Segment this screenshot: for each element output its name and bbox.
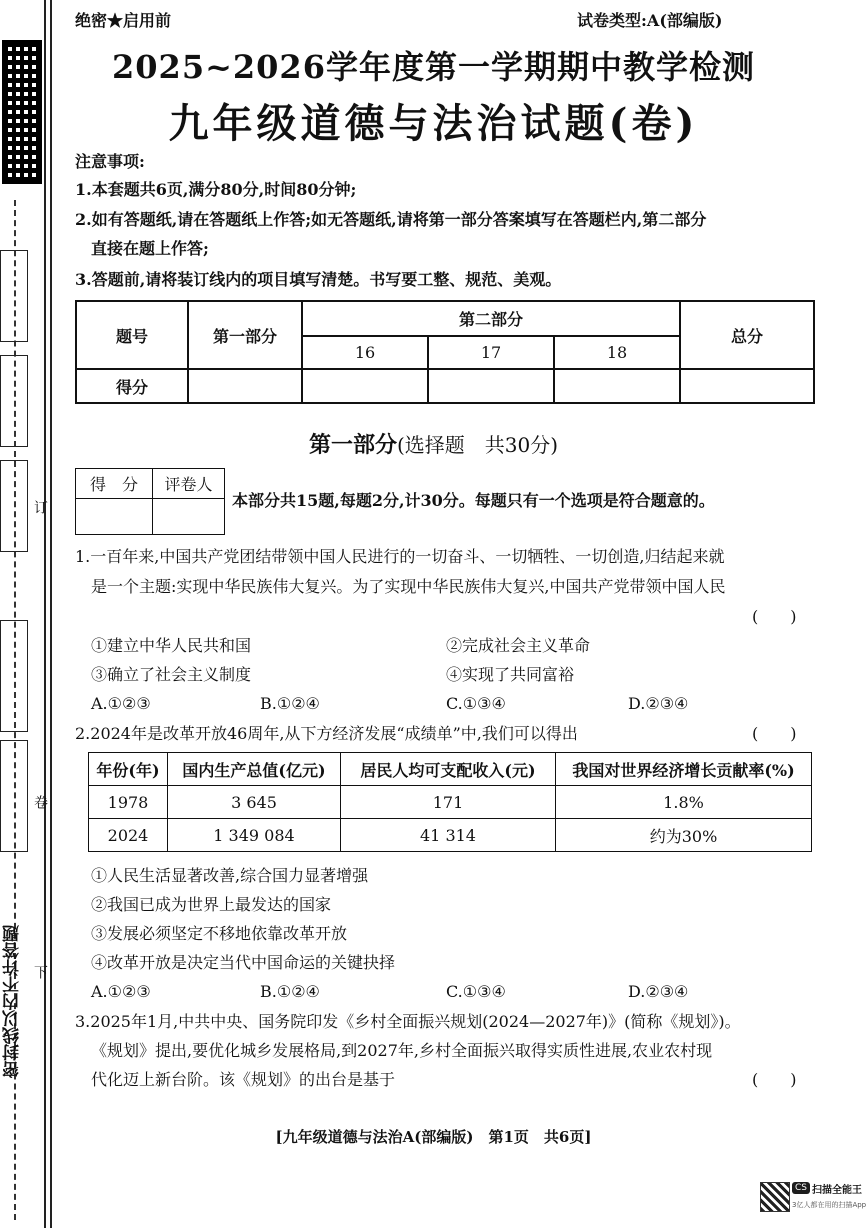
- q2-col-header: 国内生产总值(亿元): [168, 753, 341, 786]
- part1-heading-bold: 第一部分: [308, 432, 397, 458]
- grader-col-score: 得 分: [76, 469, 153, 499]
- note-item: 直接在题上作答;: [91, 239, 209, 258]
- binding-mark-xia: 下: [32, 965, 48, 979]
- q2-cell: 41 314: [341, 819, 556, 852]
- note-item: 1.本套题共6页,满分80分,时间80分钟;: [75, 180, 357, 199]
- q1-option-a[interactable]: A.①②③: [91, 694, 151, 713]
- score-table: [75, 300, 815, 404]
- q2-item: ②我国已成为世界上最发达的国家: [91, 895, 332, 914]
- q1-stem: 1.一百年来,中国共产党团结带领中国人民进行的一切奋斗、一切牺牲、一切创造,归结起来就: [75, 547, 725, 566]
- q1-item: ②完成社会主义革命: [446, 636, 591, 655]
- q2-data-table: [88, 752, 812, 852]
- paper-type-label: 试卷类型:A(部编版): [577, 11, 723, 30]
- score-subcol: 18: [554, 336, 680, 369]
- q2-cell: 2024: [89, 819, 168, 852]
- score-cell[interactable]: [554, 369, 680, 403]
- q2-cell: 3 645: [168, 786, 341, 819]
- notes-heading: 注意事项:: [75, 152, 145, 171]
- binding-line: [50, 0, 52, 1228]
- q2-stem: 2.2024年是改革开放46周年,从下方经济发展“成绩单”中,我们可以得出: [75, 724, 578, 743]
- binding-mark-ding: 订: [32, 500, 48, 514]
- scanner-badge-icon: CS: [792, 1182, 810, 1194]
- q1-answer-bracket: ( ): [752, 607, 797, 626]
- q3-stem: 3.2025年1月,中共中央、国务院印发《乡村全面振兴规划(2024—2027年)》(简称《规划》)。: [75, 1012, 741, 1031]
- q2-option-d[interactable]: D.②③④: [628, 982, 689, 1001]
- q2-cell: 1978: [89, 786, 168, 819]
- binding-line: [44, 0, 46, 1228]
- q1-item: ③确立了社会主义制度: [91, 665, 252, 684]
- q2-cell: 约为30%: [556, 819, 812, 852]
- binding-warning: 密封线以内不许答题: [3, 925, 23, 1078]
- q2-item: ④改革开放是决定当代中国命运的关键抉择: [91, 953, 396, 972]
- score-row-label: 得分: [76, 369, 188, 403]
- score-col-part1: 第一部分: [188, 301, 302, 369]
- q2-option-a[interactable]: A.①②③: [91, 982, 151, 1001]
- exam-subject-title: 九年级道德与法治试题(卷): [168, 100, 699, 147]
- binding-field-box: [0, 250, 28, 342]
- score-col-part2: 第二部分: [302, 301, 680, 336]
- q2-cell: 171: [341, 786, 556, 819]
- part1-heading-detail: (选择题 共30分): [396, 433, 559, 457]
- score-cell[interactable]: [188, 369, 302, 403]
- score-cell[interactable]: [302, 369, 428, 403]
- page-footer: [九年级道德与法治A(部编版) 第1页 共6页]: [275, 1128, 592, 1146]
- scanner-name: 扫描全能王: [812, 1185, 862, 1196]
- q2-col-header: 年份(年): [89, 753, 168, 786]
- scanner-qr-icon: [760, 1182, 790, 1212]
- grader-table: [75, 468, 225, 535]
- confidential-label: 绝密★启用前: [75, 11, 172, 30]
- q1-stem: 是一个主题:实现中华民族伟大复兴。为了实现中华民族伟大复兴,中国共产党带领中国人民: [91, 577, 726, 596]
- q2-item: ③发展必须坚定不移地依靠改革开放: [91, 924, 348, 943]
- q3-answer-bracket: ( ): [752, 1070, 797, 1089]
- q2-answer-bracket: ( ): [752, 724, 797, 743]
- exam-title: 2025~2026学年度第一学期期中教学检测: [112, 48, 755, 86]
- binding-field-box: [0, 740, 28, 852]
- binding-field-box: [0, 460, 28, 552]
- grader-cell[interactable]: [76, 499, 153, 535]
- note-item: 3.答题前,请将装订线内的项目填写清楚。书写要工整、规范、美观。: [75, 270, 562, 289]
- score-cell[interactable]: [428, 369, 554, 403]
- q1-option-d[interactable]: D.②③④: [628, 694, 689, 713]
- grader-cell[interactable]: [153, 499, 225, 535]
- q2-cell: 1.8%: [556, 786, 812, 819]
- score-col-number: 题号: [76, 301, 188, 369]
- binding-strip: [0, 0, 60, 1228]
- score-subcol: 17: [428, 336, 554, 369]
- q3-stem: 代化迈上新台阶。该《规划》的出台是基于: [91, 1070, 396, 1089]
- q2-cell: 1 349 084: [168, 819, 341, 852]
- part1-instruction: 本部分共15题,每题2分,计30分。每题只有一个选项是符合题意的。: [232, 491, 715, 510]
- q1-option-b[interactable]: B.①②④: [260, 694, 320, 713]
- q1-item: ①建立中华人民共和国: [91, 636, 252, 655]
- q2-option-b[interactable]: B.①②④: [260, 982, 320, 1001]
- q1-option-c[interactable]: C.①③④: [446, 694, 506, 713]
- scanner-tagline: 3亿人都在用的扫描App: [792, 1201, 867, 1209]
- score-col-total: 总分: [680, 301, 814, 369]
- score-cell[interactable]: [680, 369, 814, 403]
- q2-item: ①人民生活显著改善,综合国力显著增强: [91, 866, 369, 885]
- q2-col-header: 居民人均可支配收入(元): [341, 753, 556, 786]
- q1-item: ④实现了共同富裕: [446, 665, 575, 684]
- scanner-watermark: [760, 1180, 867, 1216]
- grader-col-reviewer: 评卷人: [153, 469, 225, 499]
- q3-stem: 《规划》提出,要优化城乡发展格局,到2027年,乡村全面振兴取得实质性进展,农业农村现: [91, 1041, 713, 1060]
- binding-field-box: [0, 620, 28, 732]
- q2-option-c[interactable]: C.①③④: [446, 982, 506, 1001]
- q2-col-header: 我国对世界经济增长贡献率(%): [556, 753, 812, 786]
- note-item: 2.如有答题纸,请在答题纸上作答;如无答题纸,请将第一部分答案填写在答题栏内,第二部分: [75, 210, 707, 229]
- score-subcol: 16: [302, 336, 428, 369]
- binding-mark-juan: 卷: [32, 795, 48, 809]
- part1-heading: [0, 428, 867, 459]
